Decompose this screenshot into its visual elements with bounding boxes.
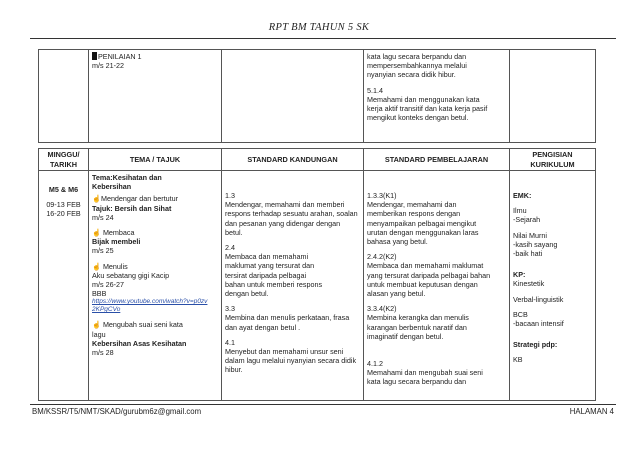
sp-code: 5.1.4 <box>367 85 383 95</box>
header-pk: PENGISIAN KURIKULUM <box>510 149 596 171</box>
pk-item: Ilmu <box>513 206 527 216</box>
skill-menulis: Menulis <box>100 261 128 271</box>
rpt-table <box>38 148 596 401</box>
sp-line: mengikut konteks dengan betul. <box>367 113 469 123</box>
pk-item: BCB <box>513 309 528 319</box>
pages-4: m/s 28 <box>92 348 114 358</box>
skill-mendengar: Mendengar dan bertutur <box>100 194 179 204</box>
sp-line: kata lagu secara berpandu dan <box>367 52 467 61</box>
sk-line: dan pesanan yang didengar dengan <box>225 218 341 228</box>
sp-line: Membina kerangka dan menulis <box>367 313 469 323</box>
sp-line: alasan yang betul. <box>367 289 426 299</box>
sk-line: betul. <box>225 227 243 237</box>
pages-1: m/s 24 <box>92 212 114 222</box>
pointing-hand-icon: ☝ <box>92 320 101 330</box>
pk-strategi: Strategi pdp: <box>513 340 558 350</box>
sp-line: nyanyian secara didik hibur. <box>367 70 456 80</box>
sk-cell <box>222 50 364 143</box>
table-header-row <box>39 149 596 171</box>
date-2: 16-20 FEB <box>46 209 81 219</box>
pointing-hand-icon: ☝ <box>92 261 101 271</box>
sp-code: 4.1.2 <box>367 359 383 369</box>
youtube-link[interactable]: https://www.youtube.com/watch?v=p0zv <box>92 298 208 306</box>
pk-item: Kinestetik <box>513 279 545 289</box>
minggu-cell <box>39 171 89 401</box>
table-row <box>39 171 596 401</box>
tajuk-title: Tajuk: Bersih dan Sihat <box>92 203 172 213</box>
tema-cell <box>89 171 222 401</box>
pk-cell <box>510 171 596 401</box>
pk-item: Nilai Murni <box>513 230 547 240</box>
sp-line: karangan berbentuk naratif dan <box>367 322 467 332</box>
sk-line: tersirat daripada pelbagai <box>225 270 307 280</box>
bookmark-block-icon <box>92 52 97 60</box>
pointing-hand-icon: ☝ <box>92 228 101 238</box>
sp-code: 1.3.3(K1) <box>367 191 397 200</box>
sk-code: 3.3 <box>225 304 235 314</box>
pk-item: Verbal-linguistik <box>513 294 564 304</box>
pointing-hand-icon: ☝ <box>92 194 101 204</box>
sk-line: maklumat yang tersurat dan <box>225 261 315 271</box>
footer-rule <box>30 404 616 405</box>
tema-title-2: Kebersihan <box>92 182 132 192</box>
skill-membaca: Membaca <box>100 228 135 238</box>
sp-line: kata lagu secara berpandu dan <box>367 377 467 387</box>
skill-mengubah: Mengubah suai seni kata <box>100 320 183 330</box>
sp-line: Memahami dan menggunakan kata <box>367 94 480 104</box>
pk-item: -kasih sayang <box>513 239 558 249</box>
sp-line: Memahami dan mengubah suai seni <box>367 368 483 378</box>
pk-item: -baik hati <box>513 249 543 259</box>
header-rule <box>30 38 616 39</box>
pages-2: m/s 25 <box>92 246 114 256</box>
sp-line: memberikan respons dengan <box>367 209 461 219</box>
sp-line: kerja aktif transitif dan kata kerja pasif <box>367 104 488 114</box>
youtube-link-cont[interactable]: 2KPgCVo <box>92 306 121 314</box>
sk-line: Mendengar, memahami dan memberi <box>225 200 345 210</box>
pk-emk: EMK: <box>513 191 532 200</box>
sk-cell <box>222 171 364 401</box>
sp-line: Membaca dan memahami maklumat <box>367 261 484 271</box>
bbb-label: BBB <box>92 289 107 299</box>
sk-line: respons terhadap sesuatu arahan, soalan <box>225 209 358 219</box>
sk-code: 2.4 <box>225 243 235 253</box>
minggu-cell <box>39 50 89 143</box>
sk-line: hibur. <box>225 365 243 375</box>
sk-line: dalam lagu melalui nyanyian secara didik <box>225 356 357 366</box>
sp-line: bahasa yang betul. <box>367 237 428 247</box>
sk-code: 1.3 <box>225 191 235 200</box>
sp-line: yang tersurat daripada pelbagai bahan <box>367 270 491 280</box>
tema-cell <box>89 50 222 143</box>
tajuk-aku: Aku sebatang gigi Kacip <box>92 270 170 280</box>
penilaian-pages: m/s 21-22 <box>92 61 124 71</box>
pk-item: KB <box>513 355 523 365</box>
pk-item: -Sejarah <box>513 215 541 225</box>
continuation-table <box>38 49 596 143</box>
sk-line: Menyebut dan memahami unsur seni <box>225 347 344 357</box>
tajuk-kebersihan: Kebersihan Asas Kesihatan <box>92 338 187 348</box>
date-1: 09-13 FEB <box>46 200 81 210</box>
pk-item: -bacaan intensif <box>513 319 564 329</box>
header-sp: STANDARD PEMBELAJARAN <box>364 149 510 171</box>
pk-cell <box>510 50 596 143</box>
sp-cell <box>364 171 510 401</box>
sk-line: dan ayat dengan betul . <box>225 322 301 332</box>
header-minggu: MINGGU/ TARIKH <box>39 149 89 171</box>
tema-title: Tema:Kesihatan dan <box>92 173 162 182</box>
sp-cell <box>364 50 510 143</box>
sk-line: dengan betul. <box>225 289 269 299</box>
pk-kp: KP: <box>513 270 526 280</box>
footer-email: BM/KSSR/T5/NMT/SKAD/gurubm6z@gmail.com <box>32 407 202 416</box>
sk-line: Membaca dan memahami <box>225 252 309 262</box>
header-sk: STANDARD KANDUNGAN <box>222 149 364 171</box>
pages-3: m/s 26-27 <box>92 280 124 290</box>
sp-code: 3.3.4(K2) <box>367 304 397 314</box>
sp-line: Mendengar, memahami dan <box>367 200 457 210</box>
header-tema: TEMA / TAJUK <box>89 149 222 171</box>
sp-line: mempersembahkannya melalui <box>367 61 467 71</box>
sp-line: urutan dengan menggunakan laras <box>367 227 479 237</box>
tajuk-bijak: Bijak membeli <box>92 237 141 247</box>
sk-line: bahan untuk memberi respons <box>225 279 323 289</box>
sp-line: menyampaikan pelbagai mengikut <box>367 218 477 228</box>
skill-lagu: lagu <box>92 329 106 339</box>
page-header-title: RPT BM TAHUN 5 SK <box>268 22 370 33</box>
page-number: HALAMAN 4 <box>569 407 614 416</box>
week-label: M5 & M6 <box>48 185 79 194</box>
sk-line: Membina dan menulis perkataan, frasa <box>225 313 350 323</box>
sk-code: 4.1 <box>225 337 235 347</box>
penilaian-title: PENILAIAN 1 <box>98 52 142 61</box>
sp-code: 2.4.2(K2) <box>367 252 397 262</box>
sp-line: imaginatif dengan betul. <box>367 331 444 341</box>
table-row <box>39 50 596 143</box>
sp-line: untuk membuat keputusan dengan <box>367 279 478 289</box>
